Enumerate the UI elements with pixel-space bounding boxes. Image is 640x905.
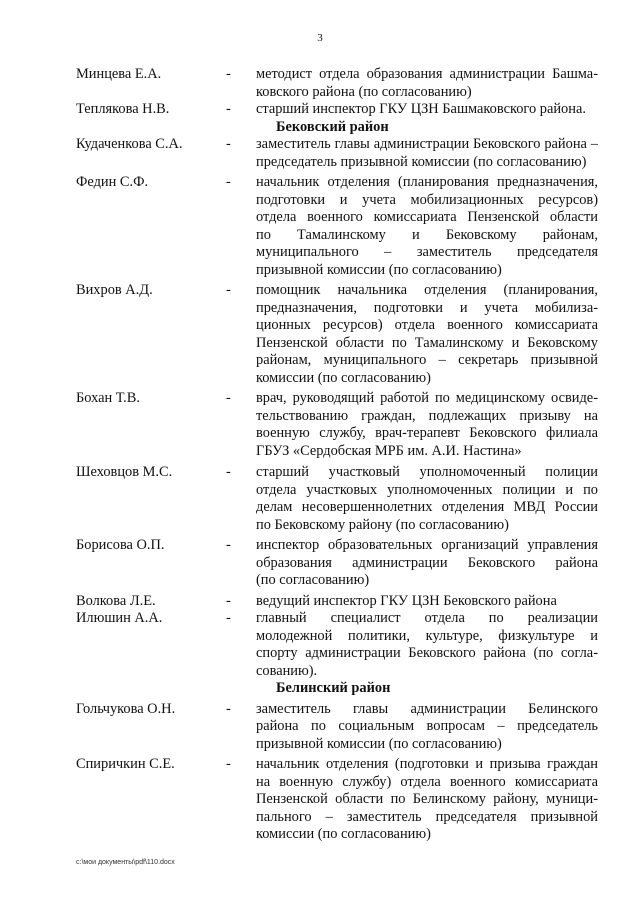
- member-row: [76, 282, 598, 387]
- position-line: района по социальным вопросам – председатель: [256, 718, 598, 734]
- dash-separator: -: [226, 174, 231, 190]
- member-row: [76, 66, 598, 101]
- member-row: [76, 390, 598, 460]
- position-line: Пензенской области по Белинскому району, муници-: [256, 791, 598, 807]
- position-line: по Тамалинскому и Бековскому районам,: [256, 226, 598, 243]
- position-line: по Бековскому району (по согласованию): [256, 516, 509, 533]
- position-line: на военную службу) отдела военного комиссариата: [256, 773, 598, 790]
- member-name: Спиричкин С.Е.: [76, 756, 175, 772]
- position-line: ковского района (по согласованию): [256, 83, 472, 100]
- position-line: военную службу, врач-терапевт Бековского филиала: [256, 425, 598, 441]
- member-row: [76, 756, 598, 844]
- member-name: Минцева Е.А.: [76, 66, 162, 82]
- position-line: методист отдела образования администрации Башма-: [256, 66, 598, 82]
- member-row: [76, 537, 598, 590]
- position-line: врач, руководящий работой по медицинскому освиде-: [256, 390, 598, 406]
- position-line: молодежной политики, культуре, физкультуре и: [256, 627, 598, 644]
- position-line: ГБУЗ «Сердобская МРБ им. А.И. Настина»: [256, 442, 522, 459]
- position-line: сованию).: [256, 662, 318, 679]
- member-position: [256, 537, 598, 590]
- page-number: 3: [317, 32, 323, 44]
- position-line: главный специалист отдела по реализации: [256, 610, 598, 626]
- member-row: [76, 136, 598, 171]
- member-row: [76, 464, 598, 534]
- position-line: помощник начальника отделения (планирования,: [256, 282, 598, 298]
- member-position: [256, 136, 598, 171]
- dash-separator: -: [226, 136, 231, 152]
- position-line: старший участковый уполномоченный полиции: [256, 464, 598, 480]
- member-row: [76, 174, 598, 279]
- member-position: [256, 101, 598, 119]
- member-name: Федин С.Ф.: [76, 174, 149, 190]
- member-name: Вихров А.Д.: [76, 282, 153, 298]
- dash-separator: -: [226, 756, 231, 772]
- member-name: Шеховцов М.С.: [76, 464, 173, 480]
- position-line: (по согласованию): [256, 572, 370, 588]
- member-row: [76, 593, 598, 611]
- dash-separator: -: [226, 700, 231, 717]
- dash-separator: -: [226, 464, 231, 480]
- position-line: предназначения, подготовки и учета мобилиза-: [256, 299, 598, 316]
- position-line: районам, муниципального – секретарь призывной: [256, 352, 598, 368]
- position-line: образования администрации Бековского района: [256, 554, 598, 571]
- member-row: [76, 101, 598, 119]
- dash-separator: -: [226, 66, 231, 82]
- member-position: [256, 701, 598, 754]
- dash-separator: -: [226, 537, 231, 553]
- position-line: подготовки и учета мобилизационных ресурсов): [256, 191, 598, 208]
- member-name: Борисова О.П.: [76, 537, 165, 553]
- position-line: заместитель главы администрации Бековского района –: [256, 136, 598, 152]
- position-line: спорту администрации Бековского района (по согла-: [256, 645, 598, 661]
- member-position: [256, 282, 598, 387]
- position-line: делам несовершеннолетних отделения МВД России: [256, 499, 598, 515]
- position-line: старший инспектор ГКУ ЦЗН Башмаковского района.: [256, 101, 586, 117]
- member-row: [76, 701, 598, 754]
- position-line: комиссии (по согласованию): [256, 826, 431, 842]
- member-name: Теплякова Н.В.: [76, 101, 170, 117]
- position-line: ционных ресурсов) отдела военного комиссариата: [256, 317, 598, 333]
- member-name: Илюшин А.А.: [76, 610, 163, 626]
- position-line: призывной комиссии (по согласованию): [256, 735, 502, 752]
- member-name: Бохан Т.В.: [76, 390, 140, 406]
- position-line: Пензенской области по Тамалинскому и Бековскому: [256, 334, 598, 351]
- dash-separator: -: [226, 592, 231, 609]
- position-line: муниципального – заместитель председателя: [256, 244, 598, 260]
- position-line: заместитель главы администрации Белинского: [256, 700, 598, 717]
- member-name: Гольчукова О.Н.: [76, 700, 176, 717]
- section-heading: Бековский район: [276, 118, 389, 135]
- dash-separator: -: [226, 390, 231, 406]
- position-line: председатель призывной комиссии (по согласованию): [256, 153, 587, 170]
- member-position: [256, 174, 598, 279]
- footer-file-path: c:\мои документы\pdf\110.docx: [76, 859, 175, 866]
- dash-separator: -: [226, 610, 231, 626]
- position-line: начальник отделения (подготовки и призыва граждан: [256, 756, 598, 772]
- section-heading: Белинский район: [276, 680, 391, 696]
- position-line: начальник отделения (планирования предназначения,: [256, 174, 598, 190]
- member-name: Кудаченкова С.А.: [76, 136, 183, 152]
- position-line: инспектор образовательных организаций управления: [256, 537, 598, 553]
- position-line: отдела участковых уполномоченных полиции и по: [256, 481, 598, 498]
- dash-separator: -: [226, 101, 231, 117]
- document-body: [76, 66, 598, 844]
- member-position: [256, 390, 598, 460]
- position-line: пального – заместитель председателя призывной: [256, 808, 598, 825]
- position-line: комиссии (по согласованию): [256, 369, 431, 386]
- position-line: ведущий инспектор ГКУ ЦЗН Бековского района: [256, 592, 557, 609]
- member-position: [256, 610, 598, 680]
- position-line: отдела военного комиссариата Пензенской области: [256, 209, 598, 225]
- member-position: [256, 756, 598, 844]
- member-name: Волкова Л.Е.: [76, 592, 156, 609]
- position-line: тельствованию граждан, подлежащих призыву на: [256, 407, 598, 424]
- member-position: [256, 593, 598, 611]
- member-row: [76, 610, 598, 680]
- member-position: [256, 464, 598, 534]
- member-position: [256, 66, 598, 101]
- dash-separator: -: [226, 282, 231, 298]
- position-line: призывной комиссии (по согласованию): [256, 261, 502, 278]
